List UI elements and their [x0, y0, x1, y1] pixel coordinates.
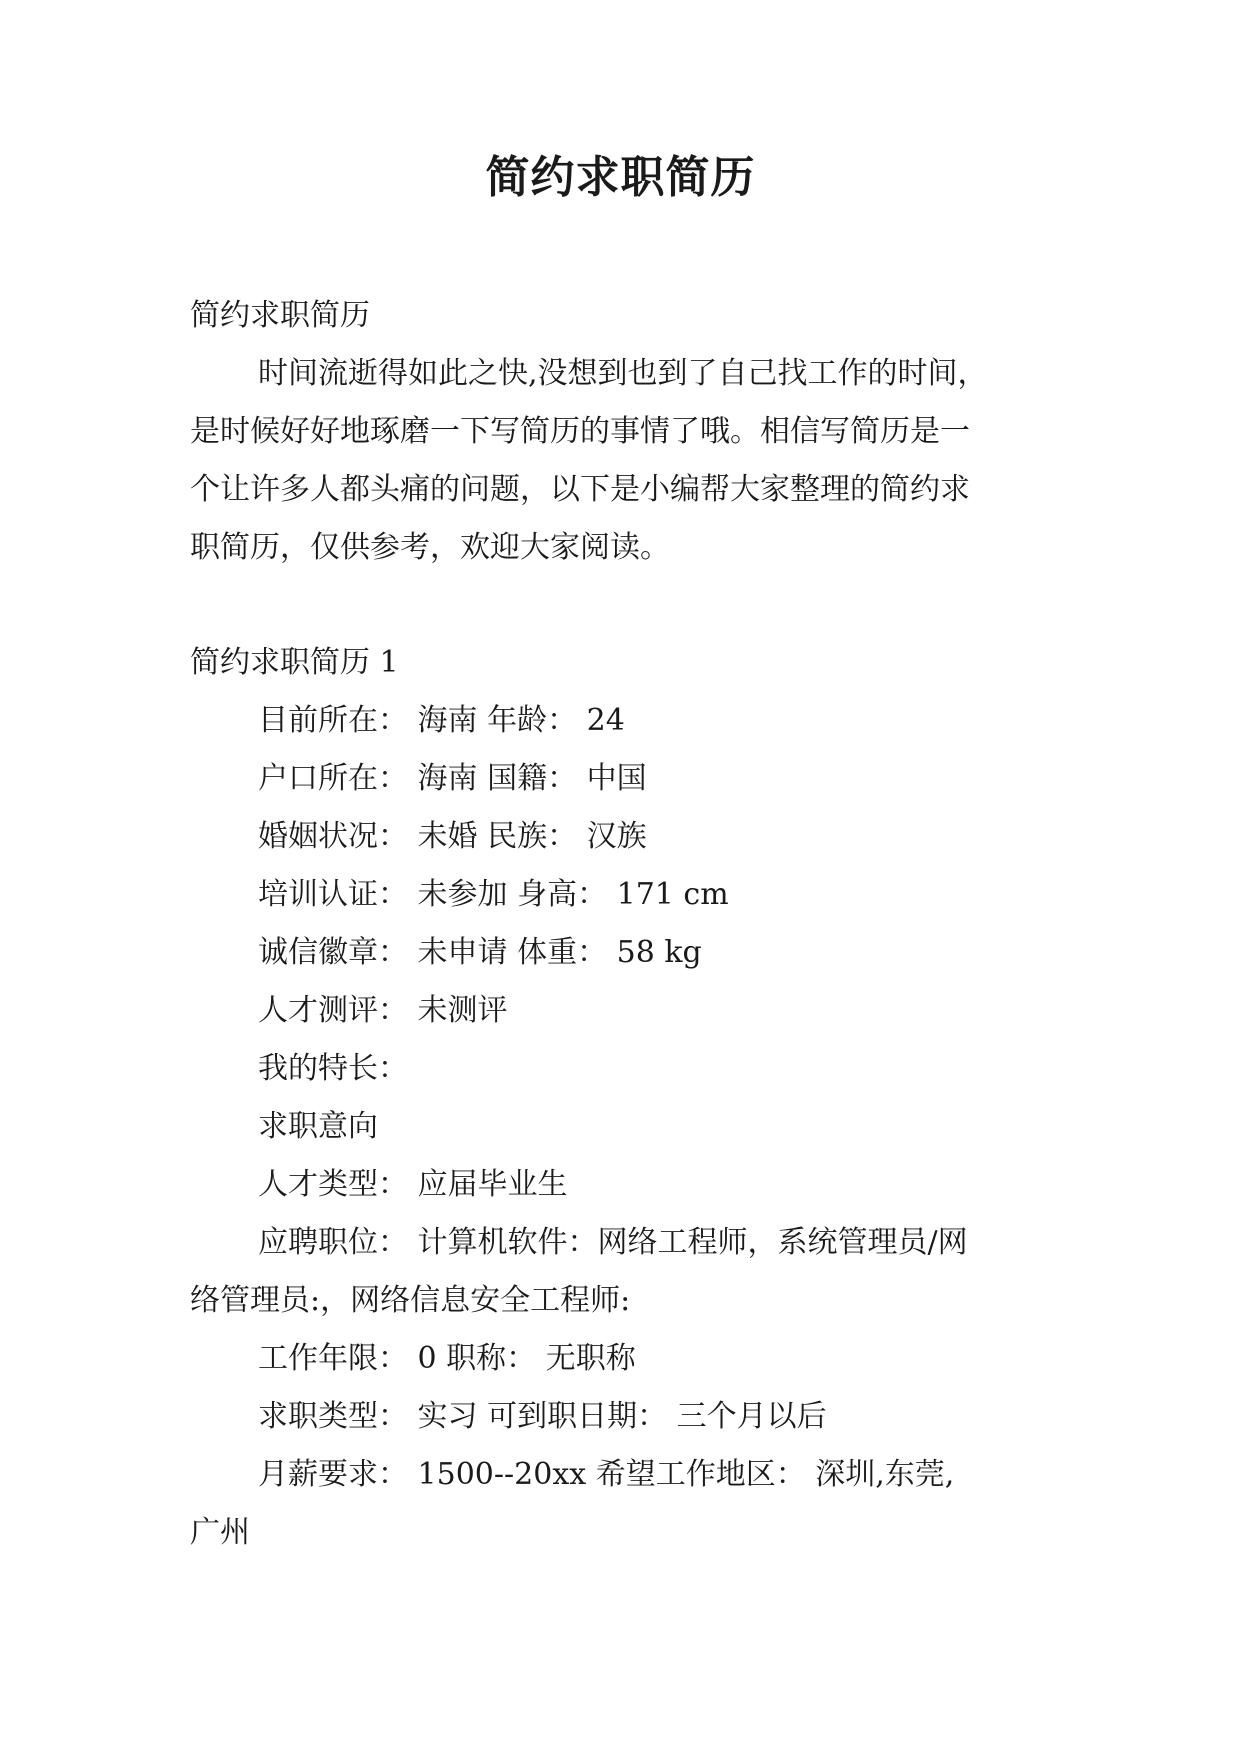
document-title: 简约求职简历	[485, 152, 756, 203]
resume-row: 月薪要求： 1500--20xx 希望工作地区： 深圳,东莞,	[258, 1457, 955, 1492]
resume-row: 目前所在： 海南 年龄： 24	[258, 703, 625, 738]
resume-row: 户口所在： 海南 国籍： 中国	[258, 761, 647, 796]
section-heading: 简约求职简历 1	[190, 645, 399, 680]
intro-line: 职简历，仅供参考，欢迎大家阅读。	[190, 530, 670, 565]
resume-row: 人才测评： 未测评	[258, 993, 508, 1028]
resume-row: 诚信徽章： 未申请 体重： 58 kg	[258, 935, 702, 970]
resume-row: 婚姻状况： 未婚 民族： 汉族	[258, 819, 647, 854]
resume-row: 我的特长：	[258, 1051, 408, 1086]
resume-row: 求职类型： 实习 可到职日期： 三个月以后	[258, 1399, 827, 1434]
intro-line: 时间流逝得如此之快,没想到也到了自己找工作的时间，	[258, 356, 988, 391]
resume-section	[190, 634, 1060, 1562]
resume-row-continued: 络管理员:，网络信息安全工程师:	[190, 1283, 631, 1318]
resume-row: 应聘职位： 计算机软件：网络工程师，系统管理员/网	[258, 1225, 968, 1260]
intro-line: 是时候好好地琢磨一下写简历的事情了哦。相信写简历是一	[190, 414, 970, 449]
resume-row: 求职意向	[258, 1109, 378, 1144]
resume-row: 人才类型： 应届毕业生	[258, 1167, 568, 1202]
resume-row-continued: 广州	[190, 1515, 250, 1550]
intro-line: 个让许多人都头痛的问题，以下是小编帮大家整理的简约求	[190, 472, 970, 507]
resume-row: 培训认证： 未参加 身高： 171 cm	[258, 877, 729, 912]
intro-section	[190, 287, 1060, 577]
subtitle: 简约求职简历	[190, 298, 370, 333]
resume-row: 工作年限： 0 职称： 无职称	[258, 1341, 636, 1376]
